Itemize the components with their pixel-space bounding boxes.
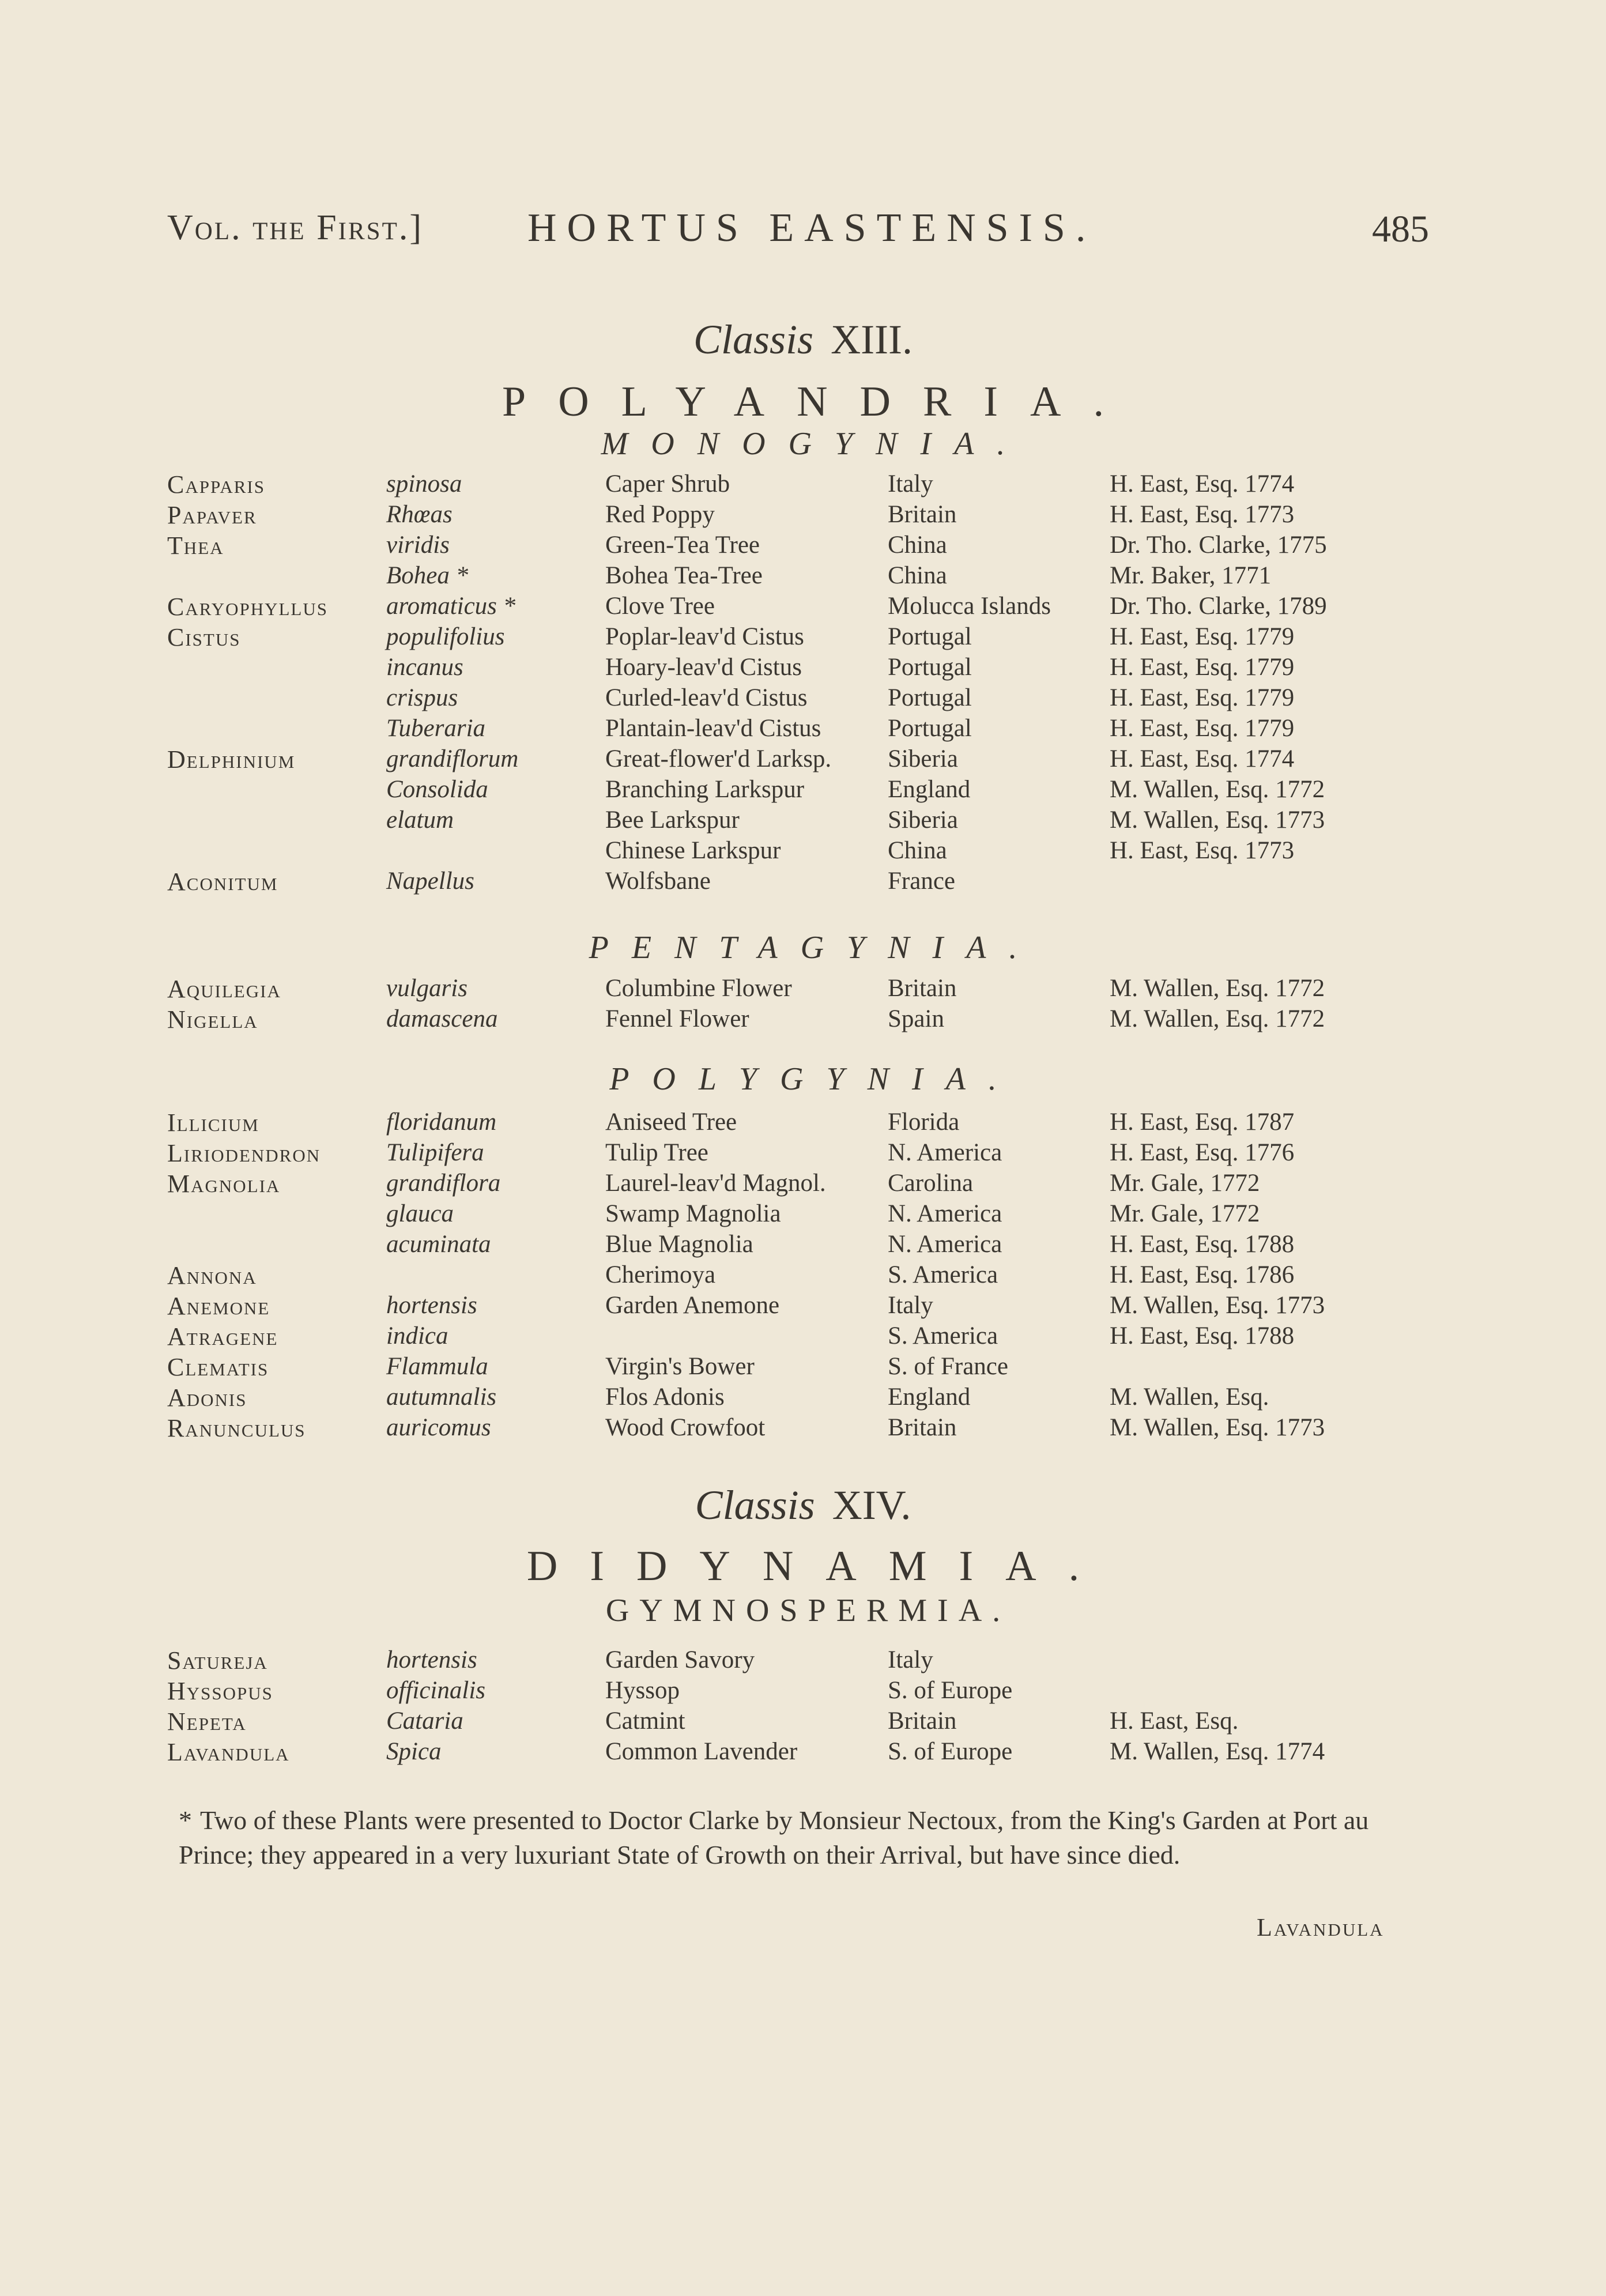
- donor: Mr. Baker, 1771: [1110, 562, 1272, 589]
- species: glauca: [386, 1200, 454, 1227]
- common-name: Virgin's Bower: [605, 1353, 755, 1380]
- country: Portugal: [888, 654, 972, 681]
- genus: Anemone: [167, 1292, 270, 1320]
- table-row: [0, 1352, 1606, 1383]
- country: S. America: [888, 1261, 998, 1288]
- table-row: [0, 1169, 1606, 1200]
- country: England: [888, 1383, 971, 1411]
- table-row: [0, 592, 1606, 623]
- table-row: [0, 745, 1606, 775]
- species: Tulipifera: [386, 1139, 484, 1166]
- genus: Nigella: [167, 1005, 258, 1034]
- common-name: Plantain-leav'd Cistus: [605, 715, 821, 742]
- suborder-heading-monogynia: MONOGYNIA.: [601, 426, 1028, 462]
- species: incanus: [386, 654, 463, 681]
- donor: Mr. Gale, 1772: [1110, 1170, 1260, 1197]
- country: Molucca Islands: [888, 593, 1051, 620]
- common-name: Bee Larkspur: [605, 806, 740, 834]
- species: hortensis: [386, 1292, 477, 1319]
- genus: Cistus: [167, 623, 241, 651]
- classis-numeral: XIII.: [831, 316, 913, 363]
- species: Bohea *: [386, 562, 469, 589]
- genus: Caryophyllus: [167, 593, 328, 621]
- table-row: [0, 684, 1606, 714]
- table-row: [0, 500, 1606, 531]
- species: elatum: [386, 806, 454, 834]
- table-row: [0, 1413, 1606, 1444]
- donor: H. East, Esq. 1774: [1110, 745, 1295, 772]
- genus: Annona: [167, 1261, 257, 1290]
- common-name: Poplar-leav'd Cistus: [605, 623, 804, 650]
- country: S. of Europe: [888, 1677, 1013, 1704]
- species: grandiflora: [386, 1170, 501, 1197]
- species: grandiflorum: [386, 745, 519, 772]
- species: spinosa: [386, 470, 462, 497]
- table-row: [0, 1230, 1606, 1261]
- country: S. America: [888, 1322, 998, 1349]
- table-row: [0, 1322, 1606, 1352]
- common-name: Caper Shrub: [605, 470, 730, 497]
- table-row: [0, 623, 1606, 653]
- country: England: [888, 776, 971, 803]
- common-name: Columbine Flower: [605, 975, 792, 1002]
- common-name: Aniseed Tree: [605, 1109, 737, 1136]
- country: Britain: [888, 1707, 957, 1735]
- common-name: Laurel-leav'd Magnol.: [605, 1170, 826, 1197]
- table-row: [0, 867, 1606, 898]
- species: floridanum: [386, 1109, 497, 1136]
- donor: H. East, Esq. 1779: [1110, 684, 1295, 711]
- country: Italy: [888, 470, 933, 497]
- suborder-heading-pentagynia: PENTAGYNIA.: [589, 930, 1040, 966]
- genus: Adonis: [167, 1383, 247, 1412]
- footnote-text: Two of these Plants were presented to Doctor Clarke by Monsieur Nectoux, from the King's Garden at Port au Prince; they appeared in a very luxuriant State of Growth on their Arrival, but have since died.: [179, 1805, 1369, 1869]
- species: Cataria: [386, 1707, 463, 1735]
- species: populifolius: [386, 623, 505, 650]
- common-name: Catmint: [605, 1707, 685, 1735]
- suborder-heading-polygynia: POLYGYNIA.: [609, 1061, 1020, 1097]
- table-row: [0, 1261, 1606, 1291]
- species: autumnalis: [386, 1383, 497, 1411]
- page-number: 485: [1372, 208, 1429, 250]
- donor: M. Wallen, Esq.: [1110, 1383, 1269, 1411]
- table-row: [0, 1005, 1606, 1035]
- table-row: [0, 1707, 1606, 1737]
- country: Italy: [888, 1646, 933, 1673]
- species: acuminata: [386, 1231, 491, 1258]
- order-heading-polyandria: POLYANDRIA.: [502, 378, 1136, 425]
- donor: Dr. Tho. Clarke, 1789: [1110, 593, 1327, 620]
- species: Spica: [386, 1738, 442, 1765]
- country: China: [888, 837, 947, 864]
- species: Tuberaria: [386, 715, 486, 742]
- genus: Aquilegia: [167, 975, 281, 1003]
- country: Carolina: [888, 1170, 974, 1197]
- table-row: [0, 470, 1606, 500]
- common-name: Blue Magnolia: [605, 1231, 753, 1258]
- table-row: [0, 1200, 1606, 1230]
- species: Flammula: [386, 1353, 488, 1380]
- common-name: Swamp Magnolia: [605, 1200, 781, 1227]
- common-name: Common Lavender: [605, 1738, 798, 1765]
- country: Siberia: [888, 745, 958, 772]
- classis-word: Classis: [693, 316, 814, 363]
- genus: Delphinium: [167, 745, 296, 774]
- donor: H. East, Esq.: [1110, 1707, 1239, 1735]
- genus: Hyssopus: [167, 1677, 273, 1705]
- donor: H. East, Esq. 1788: [1110, 1231, 1295, 1258]
- table-row: [0, 1646, 1606, 1676]
- donor: M. Wallen, Esq. 1773: [1110, 806, 1325, 834]
- genus: Liriodendron: [167, 1139, 321, 1167]
- table-row: [0, 714, 1606, 745]
- species: aromaticus *: [386, 593, 516, 620]
- table-row: [0, 653, 1606, 684]
- genus: Capparis: [167, 470, 265, 499]
- common-name: Branching Larkspur: [605, 776, 805, 803]
- common-name: Great-flower'd Larksp.: [605, 745, 832, 772]
- genus: Thea: [167, 531, 224, 560]
- species: officinalis: [386, 1677, 485, 1704]
- donor: H. East, Esq. 1779: [1110, 623, 1295, 650]
- country: Portugal: [888, 715, 972, 742]
- table-row: [0, 1138, 1606, 1169]
- footnote: [179, 1803, 1435, 1872]
- donor: M. Wallen, Esq. 1772: [1110, 975, 1325, 1002]
- country: China: [888, 531, 947, 559]
- genus: Satureja: [167, 1646, 268, 1675]
- classis-heading-xiv: [0, 1481, 1606, 1529]
- country: Spain: [888, 1005, 944, 1032]
- table-row: [0, 1291, 1606, 1322]
- common-name: Wood Crowfoot: [605, 1414, 766, 1441]
- footnote-marker: *: [179, 1805, 192, 1835]
- donor: H. East, Esq. 1779: [1110, 715, 1295, 742]
- catchword: Lavandula: [1257, 1913, 1385, 1941]
- donor: H. East, Esq. 1773: [1110, 837, 1295, 864]
- donor: H. East, Esq. 1774: [1110, 470, 1295, 497]
- genus: Nepeta: [167, 1707, 247, 1736]
- country: Portugal: [888, 684, 972, 711]
- donor: H. East, Esq. 1779: [1110, 654, 1295, 681]
- table-row: [0, 1737, 1606, 1768]
- species: Rhœas: [386, 501, 453, 528]
- common-name: Hyssop: [605, 1677, 680, 1704]
- common-name: Clove Tree: [605, 593, 715, 620]
- species: indica: [386, 1322, 448, 1349]
- species: Napellus: [386, 868, 474, 895]
- running-head-volume: Vol. the First.]: [167, 208, 423, 247]
- genus: Clematis: [167, 1353, 269, 1381]
- common-name: Chinese Larkspur: [605, 837, 781, 864]
- running-head-title: HORTUS EASTENSIS.: [527, 206, 1096, 250]
- species: viridis: [386, 531, 450, 559]
- common-name: Curled-leav'd Cistus: [605, 684, 808, 711]
- table-row: [0, 1383, 1606, 1413]
- species: Consolida: [386, 776, 488, 803]
- classis-heading-xiii: [0, 316, 1606, 364]
- table-row: [0, 531, 1606, 561]
- donor: H. East, Esq. 1786: [1110, 1261, 1295, 1288]
- donor: Mr. Gale, 1772: [1110, 1200, 1260, 1227]
- genus: Ranunculus: [167, 1414, 306, 1442]
- donor: M. Wallen, Esq. 1773: [1110, 1292, 1325, 1319]
- donor: M. Wallen, Esq. 1772: [1110, 776, 1325, 803]
- species: auricomus: [386, 1414, 491, 1441]
- country: N. America: [888, 1231, 1002, 1258]
- classis-word: Classis: [695, 1482, 815, 1528]
- genus: Atragene: [167, 1322, 278, 1351]
- table-row: [0, 806, 1606, 836]
- common-name: Red Poppy: [605, 501, 715, 528]
- order-heading-didynamia: DIDYNAMIA.: [526, 1543, 1112, 1590]
- country: S. of France: [888, 1353, 1008, 1380]
- table-row: [0, 1108, 1606, 1138]
- table-row: [0, 836, 1606, 867]
- common-name: Garden Anemone: [605, 1292, 780, 1319]
- country: Britain: [888, 975, 957, 1002]
- country: France: [888, 868, 955, 895]
- species: damascena: [386, 1005, 498, 1032]
- genus: Papaver: [167, 501, 257, 529]
- country: N. America: [888, 1139, 1002, 1166]
- donor: M. Wallen, Esq. 1772: [1110, 1005, 1325, 1032]
- common-name: Cherimoya: [605, 1261, 716, 1288]
- country: Florida: [888, 1109, 960, 1136]
- donor: H. East, Esq. 1787: [1110, 1109, 1295, 1136]
- country: Italy: [888, 1292, 933, 1319]
- genus: Magnolia: [167, 1170, 281, 1198]
- common-name: Tulip Tree: [605, 1139, 708, 1166]
- table-row: [0, 561, 1606, 592]
- country: N. America: [888, 1200, 1002, 1227]
- genus: Illicium: [167, 1109, 259, 1137]
- common-name: Garden Savory: [605, 1646, 755, 1673]
- donor: Dr. Tho. Clarke, 1775: [1110, 531, 1327, 559]
- species: crispus: [386, 684, 458, 711]
- suborder-heading-gymnospermia: GYMNOSPERMIA.: [605, 1593, 1011, 1628]
- country: Britain: [888, 501, 957, 528]
- species: vulgaris: [386, 975, 468, 1002]
- country: Portugal: [888, 623, 972, 650]
- country: Siberia: [888, 806, 958, 834]
- common-name: Wolfsbane: [605, 868, 711, 895]
- donor: H. East, Esq. 1788: [1110, 1322, 1295, 1349]
- donor: H. East, Esq. 1773: [1110, 501, 1295, 528]
- country: Britain: [888, 1414, 957, 1441]
- donor: M. Wallen, Esq. 1774: [1110, 1738, 1325, 1765]
- common-name: Fennel Flower: [605, 1005, 749, 1032]
- common-name: Bohea Tea-Tree: [605, 562, 763, 589]
- genus: Aconitum: [167, 868, 278, 896]
- common-name: Flos Adonis: [605, 1383, 725, 1411]
- species: hortensis: [386, 1646, 477, 1673]
- table-row: [0, 974, 1606, 1005]
- genus: Lavandula: [167, 1738, 290, 1766]
- table-row: [0, 1676, 1606, 1707]
- country: China: [888, 562, 947, 589]
- common-name: Hoary-leav'd Cistus: [605, 654, 802, 681]
- donor: H. East, Esq. 1776: [1110, 1139, 1295, 1166]
- common-name: Green-Tea Tree: [605, 531, 760, 559]
- table-row: [0, 775, 1606, 806]
- country: S. of Europe: [888, 1738, 1013, 1765]
- donor: M. Wallen, Esq. 1773: [1110, 1414, 1325, 1441]
- classis-numeral: XIV.: [832, 1482, 911, 1528]
